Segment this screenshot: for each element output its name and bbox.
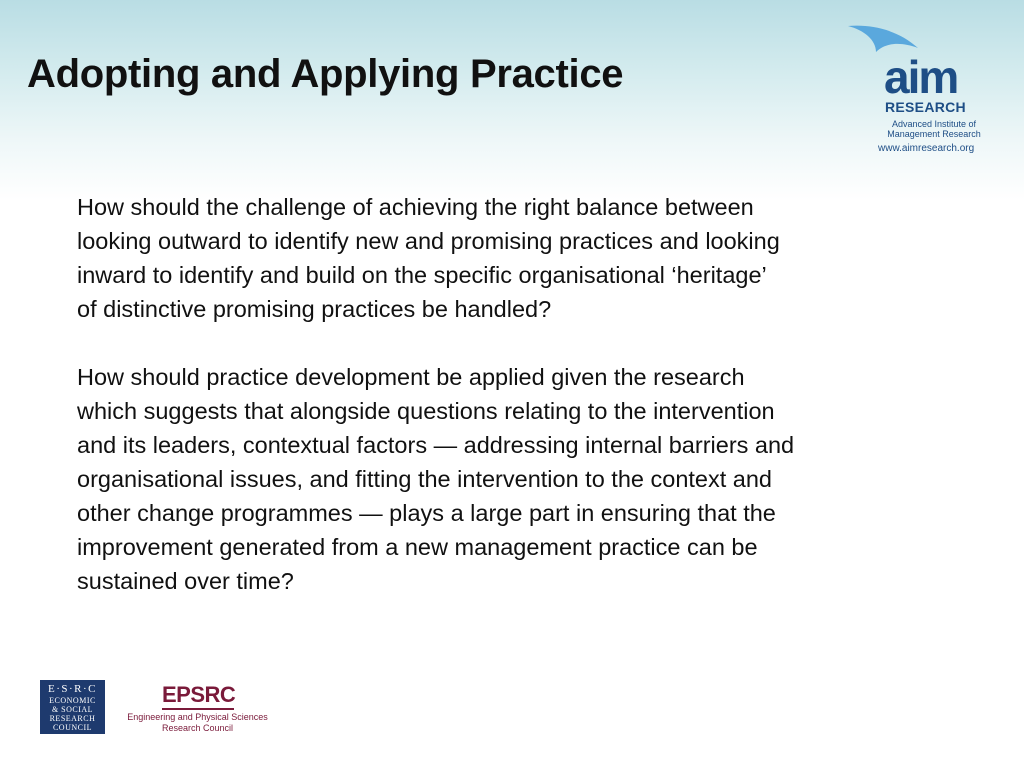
- aim-wordmark: aim: [884, 51, 958, 103]
- epsrc-underline: [162, 708, 234, 710]
- aim-research-logo: [840, 22, 1000, 162]
- aim-url: www.aimresearch.org: [878, 143, 975, 154]
- esrc-logo: [40, 680, 105, 734]
- slide-body: [77, 190, 957, 632]
- slide-title: Adopting and Applying Practice: [27, 52, 624, 96]
- esrc-full-name: ECONOMIC & SOCIAL RESEARCH COUNCIL: [49, 696, 96, 732]
- aim-subtitle: Advanced Institute of Management Research: [887, 119, 981, 139]
- aim-research-label: RESEARCH: [885, 99, 966, 115]
- epsrc-logo: [120, 682, 275, 737]
- paragraph-balance-question: How should the challenge of achieving the right balance between looking outward to identify new and promising practices and looking inward to identify and build on the specific organisational ‘heritage’ of distinctive promising practices be handled?: [77, 194, 780, 322]
- epsrc-abbr: EPSRC: [162, 682, 236, 707]
- esrc-abbr: E·S·R·C: [48, 683, 97, 695]
- paragraph-application-question: How should practice development be applied given the research which suggests that alongside questions relating to the intervention and its leaders, contextual factors — addressing internal barriers and organisational issues, and fitting the intervention to the context and other change programmes — plays a large part in ensuring that the improvement generated from a new management practice can be sustained over time?: [77, 364, 795, 594]
- epsrc-full-name: Engineering and Physical Sciences Research Council: [127, 712, 268, 733]
